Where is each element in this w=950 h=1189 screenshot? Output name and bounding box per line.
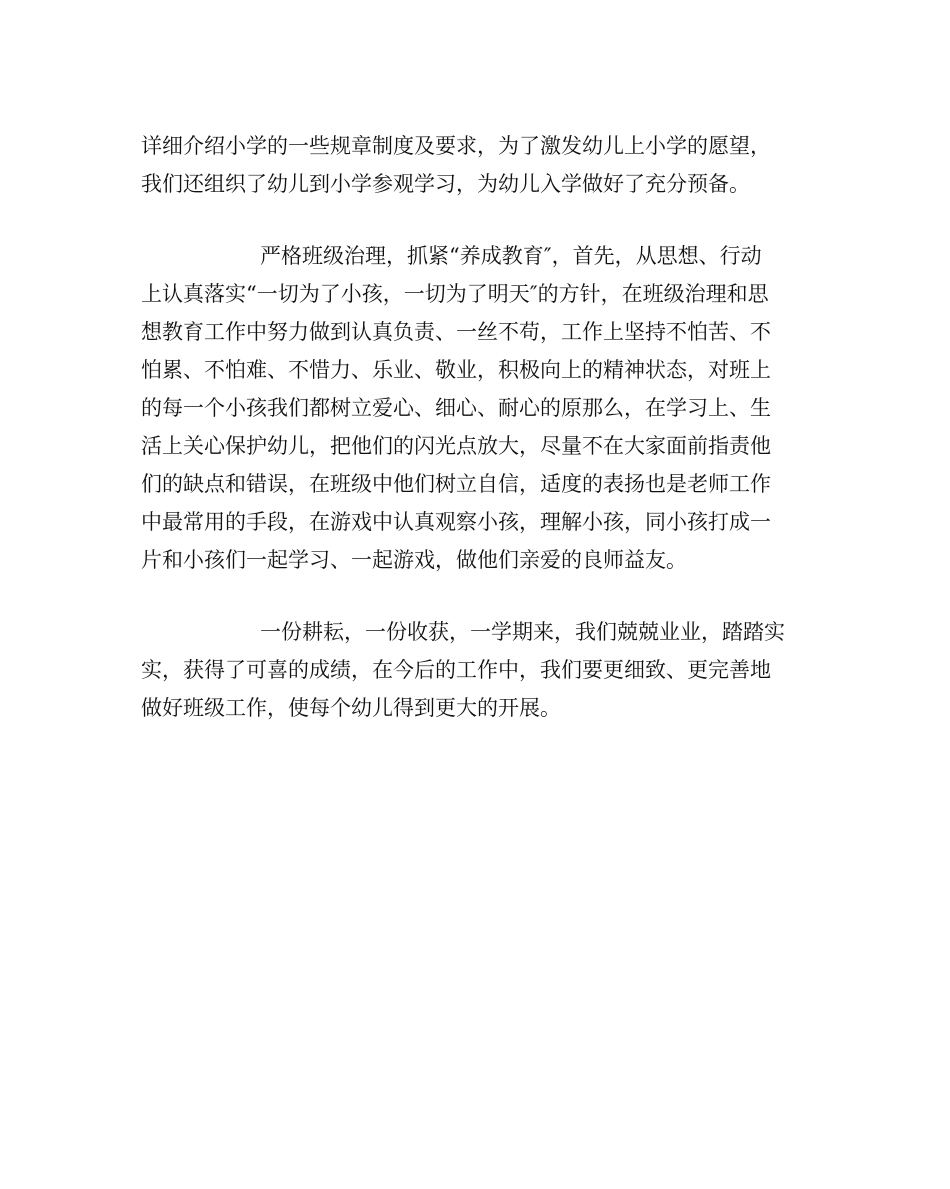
paragraph-spacer [141, 579, 811, 613]
paragraph-line: 想教育工作中努力做到认真负责、一丝不苟，工作上坚持不怕苦、不 [141, 320, 771, 344]
paragraph-line: 上认真落实“一切为了小孩，一切为了明天″的方针，在班级治理和思 [141, 282, 769, 306]
paragraph-2 [141, 237, 811, 579]
paragraph-line: 中最常用的手段，在游戏中认真观察小孩，理解小孩，同小孩打成一 [141, 510, 771, 534]
paragraph-line: 们的缺点和错误，在班级中他们树立自信，适度的表扬也是老师工作 [141, 472, 771, 496]
paragraph-line: 片和小孩们一起学习、一起游戏，做他们亲爱的良师益友。 [141, 548, 687, 572]
paragraph-line: 实，获得了可喜的成绩，在今后的工作中，我们要更细致、更完善地 [141, 658, 771, 682]
paragraph-line: 的每一个小孩我们都树立爱心、细心、耐心的原那么，在学习上、生 [141, 396, 771, 420]
paragraph-line: 做好班级工作，使每个幼儿得到更大的开展。 [141, 696, 561, 720]
document-body [141, 127, 811, 727]
paragraph-line: 活上关心保护幼儿，把他们的闪光点放大，尽量不在大家面前指责他 [141, 434, 771, 458]
paragraph-spacer [141, 203, 811, 237]
paragraph-1 [141, 127, 811, 203]
paragraph-line: 详细介绍小学的一些规章制度及要求，为了激发幼儿上小学的愿望， [141, 134, 771, 158]
paragraph-line: 严格班级治理，抓紧“养成教育″，首先，从思想、行动 [260, 244, 762, 268]
paragraph-line: 一份耕耘，一份收获，一学期来，我们兢兢业业，踏踏实 [260, 620, 785, 644]
paragraph-line: 我们还组织了幼儿到小学参观学习，为幼儿入学做好了充分预备。 [141, 172, 750, 196]
paragraph-line: 怕累、不怕难、不惜力、乐业、敬业，积极向上的精神状态，对班上 [141, 358, 771, 382]
paragraph-3 [141, 613, 811, 727]
